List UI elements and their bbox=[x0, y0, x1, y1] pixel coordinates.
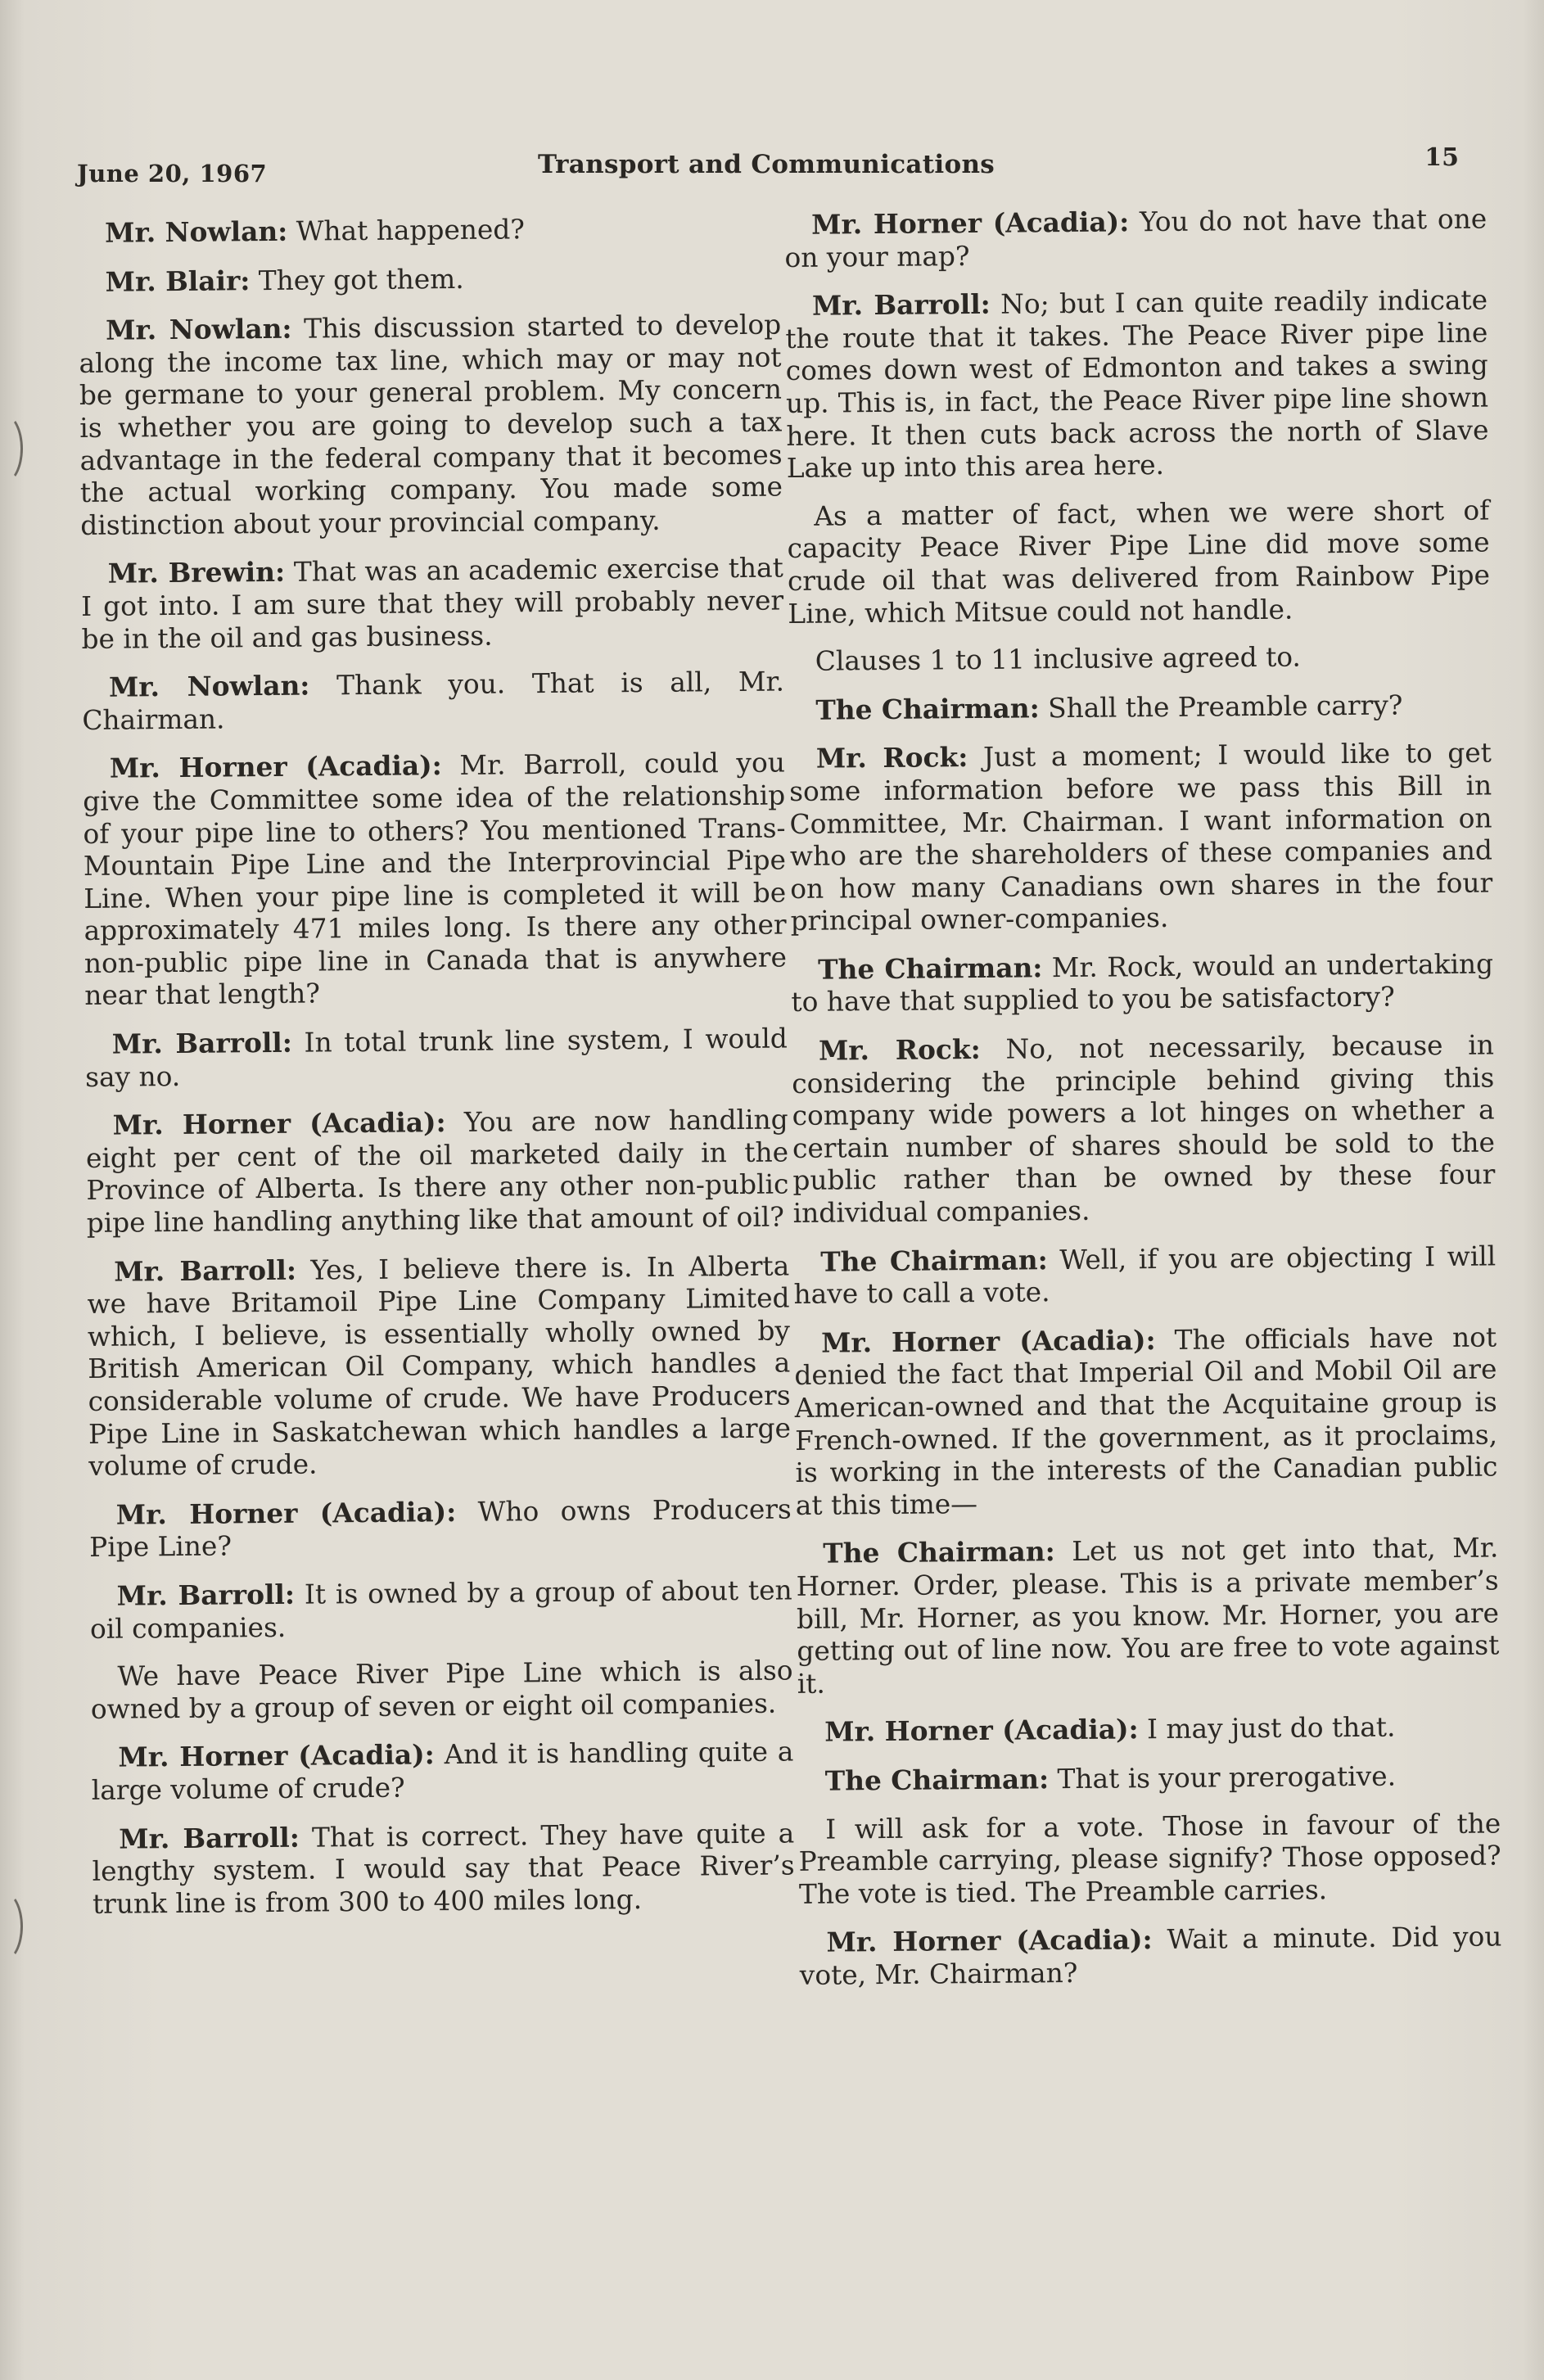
paragraph-text: Let us not get into that, Mr. Horner. Order, please. This is a private member’s bill, Mr. Horner, as you know. Mr. Horner, you are getting out of line now. You are free to vote against it. bbox=[796, 1532, 1500, 1700]
transcript-paragraph bbox=[788, 688, 1491, 727]
transcript-paragraph bbox=[788, 640, 1491, 679]
paragraph-text: That is correct. They have quite a lengthy system. I would say that Peace River’s trunk line is from 300 to 400 miles long. bbox=[92, 1817, 795, 1920]
paragraph-text: Mr. Barroll, could you give the Committee some idea of the relationship of your pipe line to others? You mentioned Trans-Mountain Pipe Line and the Interprovincial Pipe Line. When your pipe line is completed it will be approximately 471 miles long. Is there any other non-public pipe line in Canada that is anywhere near that length? bbox=[83, 747, 788, 1012]
transcript-paragraph bbox=[793, 1240, 1497, 1312]
paragraph-text: That was an academic exercise that I got into. I am sure that they will probably never be in the oil and gas business. bbox=[80, 552, 784, 655]
speaker-name: Mr. Horner (Acadia): bbox=[109, 749, 442, 784]
speaker-name: Mr. Blair: bbox=[105, 264, 251, 298]
paragraph-text: You do not have that one on your map? bbox=[784, 203, 1488, 273]
left-column bbox=[78, 211, 795, 1937]
speaker-name: Mr. Horner (Acadia): bbox=[826, 1923, 1153, 1958]
transcript-paragraph bbox=[83, 747, 788, 1013]
paragraph-text: Yes, I believe there is. In Alberta we have Britamoil Pipe Line Company Limited which, I believe, is essentially wholly owned by British American Oil Company, which handles a considerable volume of crude. We have Producers Pipe Line in Saskatchewan which handles a large volume of crude. bbox=[87, 1250, 792, 1483]
paragraph-text: Clauses 1 to 11 inclusive agreed to. bbox=[815, 641, 1302, 677]
transcript-paragraph bbox=[796, 1532, 1500, 1700]
paragraph-text: As a matter of fact, when we were short of capacity Peace River Pipe Line did move some crude oil that was delivered from Rainbow Pipe Line, which Mitsue could not handle. bbox=[787, 495, 1491, 630]
header-title: Transport and Communications bbox=[538, 150, 995, 179]
paragraph-text: It is owned by a group of about ten oil companies. bbox=[89, 1574, 792, 1645]
speaker-name: Mr. Rock: bbox=[818, 1033, 981, 1067]
paragraph-text: I may just do that. bbox=[1138, 1711, 1396, 1745]
transcript-paragraph bbox=[92, 1817, 795, 1921]
paragraph-text: What happened? bbox=[287, 214, 526, 247]
transcript-paragraph bbox=[90, 1574, 793, 1646]
transcript-paragraph bbox=[799, 1921, 1502, 1993]
speaker-name: Mr. Barroll: bbox=[811, 287, 991, 322]
speaker-name: Mr. Horner (Acadia): bbox=[820, 1323, 1156, 1359]
speaker-name: The Chairman: bbox=[824, 1763, 1050, 1797]
transcript-paragraph bbox=[794, 1321, 1498, 1522]
transcript-paragraph bbox=[82, 666, 785, 738]
transcript-paragraph bbox=[91, 1736, 794, 1808]
speaker-name: Mr. Nowlan: bbox=[106, 312, 292, 346]
speaker-name: Mr. Horner (Acadia): bbox=[810, 205, 1130, 241]
paragraph-text: The officials have not denied the fact that Imperial Oil and Mobil Oil are American-owned and that the Acquitaine group is French-owned. If the government, as it proclaims, is working in the interests of the Canadian public at this time— bbox=[794, 1321, 1498, 1521]
speaker-name: Mr. Horner (Acadia): bbox=[118, 1738, 435, 1773]
page-header bbox=[75, 143, 1467, 192]
transcript-paragraph bbox=[785, 284, 1489, 485]
transcript-paragraph bbox=[798, 1759, 1501, 1798]
speaker-name: Mr. Rock: bbox=[815, 741, 968, 775]
transcript-paragraph bbox=[87, 1249, 791, 1484]
page-edge-mark-top bbox=[0, 413, 23, 484]
transcript-paragraph bbox=[789, 737, 1493, 938]
paragraph-text: Just a moment; I would like to get some information before we pass this Bill in Committee, Mr. Chairman. I want information on who are the shareholders of these companies and on how many Canadians own shares in the four principal owner-companies. bbox=[789, 737, 1493, 937]
paragraph-text: Shall the Preamble carry? bbox=[1039, 689, 1403, 725]
transcript-paragraph bbox=[791, 947, 1494, 1019]
speaker-name: Mr. Barroll: bbox=[119, 1821, 300, 1855]
transcript-paragraph bbox=[798, 1808, 1501, 1911]
header-date: June 20, 1967 bbox=[77, 160, 268, 187]
paragraph-text: In total trunk line system, I would say no. bbox=[85, 1023, 788, 1093]
transcript-paragraph bbox=[784, 203, 1488, 275]
transcript-paragraph bbox=[787, 495, 1490, 630]
transcript-paragraph bbox=[79, 309, 783, 543]
paragraph-text: And it is handling quite a large volume of crude? bbox=[91, 1736, 794, 1806]
speaker-name: Mr. Horner (Acadia): bbox=[115, 1495, 457, 1531]
speaker-name: The Chairman: bbox=[820, 1243, 1048, 1278]
paragraph-text: They got them. bbox=[250, 263, 464, 296]
page-edge-mark-bottom bbox=[0, 1891, 23, 1962]
paragraph-text: This discussion started to develop along the income tax line, which may or may not be germane to your general problem. My concern is whether you are going to develop such a tax advantage in the federal company that it becomes the actual working company. You made some distinction about your provincial company. bbox=[79, 309, 783, 541]
transcript-paragraph bbox=[797, 1710, 1500, 1750]
speaker-name: Mr. Horner (Acadia): bbox=[112, 1106, 446, 1141]
speaker-name: Mr. Nowlan: bbox=[104, 215, 288, 249]
paragraph-text: That is your prerogative. bbox=[1048, 1760, 1397, 1795]
transcript-paragraph bbox=[89, 1493, 792, 1565]
speaker-name: The Chairman: bbox=[815, 692, 1040, 726]
speaker-name: Mr. Nowlan: bbox=[108, 669, 310, 703]
transcript-paragraph bbox=[79, 260, 781, 299]
paragraph-text: Wait a minute. Did you vote, Mr. Chairman? bbox=[799, 1921, 1502, 1991]
speaker-name: The Chairman: bbox=[823, 1535, 1055, 1570]
speaker-name: The Chairman: bbox=[817, 951, 1043, 986]
paragraph-text: We have Peace River Pipe Line which is also owned by a group of seven or eight oil companies. bbox=[90, 1655, 793, 1725]
speaker-name: Mr. Horner (Acadia): bbox=[824, 1713, 1139, 1748]
speaker-name: Mr. Barroll: bbox=[111, 1026, 293, 1060]
speaker-name: Mr. Barroll: bbox=[114, 1253, 297, 1288]
speaker-name: Mr. Barroll: bbox=[116, 1578, 296, 1612]
paragraph-text: You are now handling eight per cent of the oil marketed daily in the Province of Alberta. Is there any other non-public pipe line handling anything like that amount of oil? bbox=[85, 1104, 789, 1239]
transcript-paragraph bbox=[90, 1655, 793, 1727]
paragraph-text: Mr. Rock, would an undertaking to have that supplied to you be satisfactory? bbox=[791, 948, 1494, 1018]
paragraph-text: Well, if you are objecting I will have to call a vote. bbox=[793, 1240, 1497, 1311]
transcript-paragraph bbox=[78, 211, 780, 251]
page-number: 15 bbox=[1424, 143, 1459, 172]
paragraph-text: No, not necessarily, because in considering the principle behind giving this company wide powers a lot hinges on whether a certain number of shares should be sold to the public rather than be owned by these four individual companies. bbox=[792, 1029, 1496, 1229]
paragraph-text: I will ask for a vote. Those in favour of the Preamble carrying, please signify? Those opposed? The vote is tied. The Preamble carries. bbox=[798, 1807, 1501, 1910]
speaker-name: Mr. Brewin: bbox=[107, 556, 286, 590]
transcript-paragraph bbox=[81, 552, 784, 656]
right-column bbox=[784, 203, 1502, 2008]
paragraph-text: No; but I can quite readily indicate the route that it takes. The Peace River pipe line comes down west of Edmonton and takes a swing up. This is, in fact, the Peace River pipe line shown here. It then cuts back across the north of Slave Lake up into this area here. bbox=[785, 284, 1489, 485]
transcript-paragraph bbox=[792, 1029, 1496, 1231]
paragraph-text: Thank you. That is all, Mr. Chairman. bbox=[82, 666, 785, 736]
transcript-paragraph bbox=[85, 1023, 788, 1095]
transcript-paragraph bbox=[86, 1104, 789, 1240]
paragraph-text: Who owns Producers Pipe Line? bbox=[89, 1493, 792, 1564]
